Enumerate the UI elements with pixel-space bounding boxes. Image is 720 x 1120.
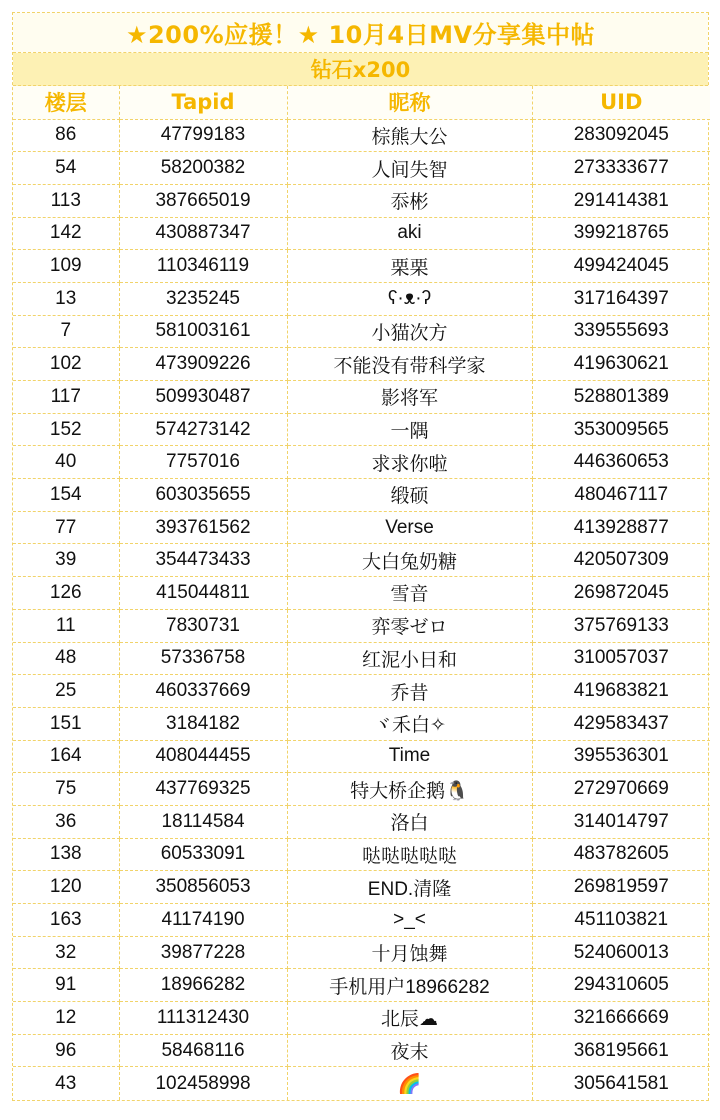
floor-cell: 142 [13, 217, 119, 250]
column-header-tapid: Tapid [119, 86, 287, 119]
uid-cell: 273333677 [532, 152, 710, 185]
uid-cell: 291414381 [532, 184, 710, 217]
uid-cell: 451103821 [532, 904, 710, 937]
tapid-cell: 460337669 [119, 675, 287, 708]
tapid-cell: 437769325 [119, 773, 287, 806]
nickname-cell: 人间失智 [287, 152, 532, 185]
nickname-cell: 雪音 [287, 577, 532, 610]
floor-cell: 151 [13, 707, 119, 740]
uid-cell: 272970669 [532, 773, 710, 806]
column-header-floor: 楼层 [13, 86, 119, 119]
tapid-cell: 39877228 [119, 936, 287, 969]
table-row [13, 642, 710, 675]
uid-cell: 353009565 [532, 413, 710, 446]
table-row [13, 152, 710, 185]
uid-cell: 419683821 [532, 675, 710, 708]
nickname-cell: 手机用户18966282 [287, 969, 532, 1002]
tapid-cell: 102458998 [119, 1067, 287, 1100]
uid-cell: 483782605 [532, 838, 710, 871]
floor-cell: 109 [13, 250, 119, 283]
nickname-cell: 忝彬 [287, 184, 532, 217]
nickname-cell: 一隅 [287, 413, 532, 446]
table-row [13, 740, 710, 773]
uid-cell: 395536301 [532, 740, 710, 773]
floor-cell: 126 [13, 577, 119, 610]
nickname-cell: 弈零ゼロ [287, 609, 532, 642]
nickname-cell: 哒哒哒哒哒 [287, 838, 532, 871]
nickname-cell: >_< [287, 904, 532, 937]
tapid-cell: 574273142 [119, 413, 287, 446]
tapid-cell: 7830731 [119, 609, 287, 642]
uid-cell: 314014797 [532, 805, 710, 838]
floor-cell: 77 [13, 511, 119, 544]
nickname-cell: ヾ禾白✧ [287, 707, 532, 740]
nickname-cell: 洛白 [287, 805, 532, 838]
table-row [13, 446, 710, 479]
uid-cell: 528801389 [532, 381, 710, 414]
share-table-sheet [12, 12, 709, 1101]
floor-cell: 152 [13, 413, 119, 446]
tapid-cell: 60533091 [119, 838, 287, 871]
nickname-cell: 🌈 [287, 1067, 532, 1100]
uid-cell: 294310605 [532, 969, 710, 1002]
table-row [13, 381, 710, 414]
nickname-cell: 缎硕 [287, 479, 532, 512]
table-row [13, 1002, 710, 1035]
floor-cell: 120 [13, 871, 119, 904]
nickname-cell: 不能没有带科学家 [287, 348, 532, 381]
table-header-row [13, 86, 710, 119]
floor-cell: 164 [13, 740, 119, 773]
tapid-cell: 509930487 [119, 381, 287, 414]
table-row [13, 217, 710, 250]
floor-cell: 154 [13, 479, 119, 512]
table-row [13, 511, 710, 544]
uid-cell: 420507309 [532, 544, 710, 577]
floor-cell: 96 [13, 1034, 119, 1067]
tapid-cell: 408044455 [119, 740, 287, 773]
nickname-cell: 十月蚀舞 [287, 936, 532, 969]
uid-cell: 499424045 [532, 250, 710, 283]
floor-cell: 117 [13, 381, 119, 414]
uid-cell: 305641581 [573, 1072, 669, 1094]
table-row [13, 904, 710, 937]
participant-table [13, 86, 710, 1100]
tapid-cell: 47799183 [119, 119, 287, 152]
tapid-cell: 3235245 [119, 282, 287, 315]
nickname-cell: 栗栗 [287, 250, 532, 283]
uid-cell: 480467117 [532, 479, 710, 512]
tapid-cell: 393761562 [119, 511, 287, 544]
nickname-cell: Time [287, 740, 532, 773]
floor-cell: 39 [13, 544, 119, 577]
floor-cell: 113 [13, 184, 119, 217]
floor-cell: 11 [13, 609, 119, 642]
page-title: ★200%应援！★ 10月4日MV分享集中帖 [13, 13, 708, 53]
uid-cell: 375769133 [532, 609, 710, 642]
uid-cell: 283092045 [532, 119, 710, 152]
uid-cell: 446360653 [532, 446, 710, 479]
table-row [13, 315, 710, 348]
nickname-cell: 棕熊大公 [287, 119, 532, 152]
uid-cell: 399218765 [532, 217, 710, 250]
table-row [13, 250, 710, 283]
tapid-cell: 58468116 [119, 1034, 287, 1067]
table-body [13, 119, 710, 1100]
reward-subtitle: 钻石x200 [13, 53, 708, 86]
table-row [13, 577, 710, 610]
floor-cell: 25 [13, 675, 119, 708]
table-row [13, 1067, 710, 1100]
tapid-cell: 57336758 [119, 642, 287, 675]
uid-cell: 368195661 [532, 1034, 710, 1067]
nickname-cell: END.清隆 [287, 871, 532, 904]
tapid-cell: 415044811 [119, 577, 287, 610]
table-row [13, 413, 710, 446]
uid-cell: 419630621 [532, 348, 710, 381]
uid-cell: 429583437 [532, 707, 710, 740]
nickname-cell: 夜末 [287, 1034, 532, 1067]
floor-cell: 13 [13, 282, 119, 315]
floor-cell: 102 [13, 348, 119, 381]
table-row [13, 609, 710, 642]
tapid-cell: 7757016 [119, 446, 287, 479]
uid-cell: 524060013 [532, 936, 710, 969]
floor-cell: 91 [13, 969, 119, 1002]
table-row [13, 184, 710, 217]
floor-cell: 86 [13, 119, 119, 152]
floor-cell: 163 [13, 904, 119, 937]
tapid-cell: 603035655 [119, 479, 287, 512]
table-row [13, 871, 710, 904]
tapid-cell: 58200382 [119, 152, 287, 185]
floor-cell: 32 [13, 936, 119, 969]
tapid-cell: 354473433 [119, 544, 287, 577]
floor-cell: 12 [13, 1002, 119, 1035]
uid-cell: 269819597 [532, 871, 710, 904]
table-row [13, 348, 710, 381]
table-row [13, 936, 710, 969]
floor-cell: 75 [13, 773, 119, 806]
nickname-cell: ʕ·ᴥ·ʔ [287, 282, 532, 315]
nickname-cell: 大白兔奶糖 [287, 544, 532, 577]
table-row [13, 969, 710, 1002]
uid-cell: 317164397 [532, 282, 710, 315]
tapid-cell: 18114584 [119, 805, 287, 838]
table-row [13, 1034, 710, 1067]
column-header-uid: UID [532, 86, 710, 119]
tapid-cell: 18966282 [119, 969, 287, 1002]
tapid-cell: 41174190 [119, 904, 287, 937]
table-row [13, 707, 710, 740]
tapid-cell: 111312430 [119, 1002, 287, 1035]
floor-cell: 43 [13, 1067, 119, 1100]
nickname-cell: 影将军 [287, 381, 532, 414]
table-row [13, 282, 710, 315]
floor-cell: 54 [13, 152, 119, 185]
table-row [13, 805, 710, 838]
nickname-cell: 小猫次方 [287, 315, 532, 348]
column-header-nickname: 昵称 [287, 86, 532, 119]
tapid-cell: 350856053 [119, 871, 287, 904]
nickname-cell: 乔昔 [287, 675, 532, 708]
floor-cell: 48 [13, 642, 119, 675]
tapid-cell: 110346119 [119, 250, 287, 283]
tapid-cell: 430887347 [119, 217, 287, 250]
floor-cell: 40 [13, 446, 119, 479]
tapid-cell: 387665019 [119, 184, 287, 217]
table-row [13, 773, 710, 806]
uid-cell: 269872045 [532, 577, 710, 610]
tapid-cell: 581003161 [119, 315, 287, 348]
nickname-cell: Verse [287, 511, 532, 544]
uid-cell: 339555693 [532, 315, 710, 348]
nickname-cell: 特大桥企鹅🐧 [287, 773, 532, 806]
nickname-cell: 北辰☁ [287, 1002, 532, 1035]
nickname-cell: aki [287, 217, 532, 250]
uid-cell: 413928877 [532, 511, 710, 544]
table-row [13, 479, 710, 512]
floor-cell: 7 [13, 315, 119, 348]
tapid-cell: 3184182 [119, 707, 287, 740]
table-row [13, 544, 710, 577]
nickname-cell: 红泥小日和 [287, 642, 532, 675]
uid-cell: 310057037 [532, 642, 710, 675]
table-row [13, 119, 710, 152]
uid-cell: 321666669 [532, 1002, 710, 1035]
floor-cell: 36 [13, 805, 119, 838]
table-row [13, 675, 710, 708]
tapid-cell: 473909226 [119, 348, 287, 381]
nickname-cell: 求求你啦 [287, 446, 532, 479]
floor-cell: 138 [13, 838, 119, 871]
table-row [13, 838, 710, 871]
